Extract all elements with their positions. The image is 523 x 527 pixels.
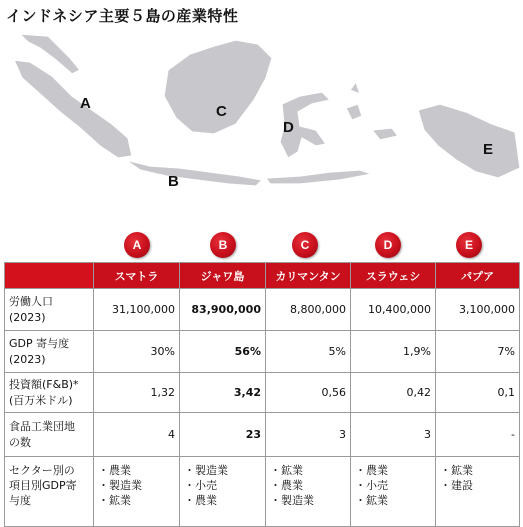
- java-island: [126, 160, 262, 186]
- island-badge-c: C: [292, 232, 318, 258]
- row-label-industrial-parks: [5, 413, 94, 457]
- sumatra-island: [14, 60, 132, 158]
- list-item: ・建設: [440, 479, 473, 492]
- table-cell: 3: [351, 413, 436, 457]
- row-label-line: 与度: [9, 494, 31, 507]
- sector-list-kalimantan: [266, 457, 351, 527]
- table-cell: 0,1: [436, 373, 520, 413]
- row-label-line: 項目別GDP寄: [9, 479, 77, 492]
- list-item: ・農業: [270, 479, 303, 492]
- table-cell: 10,400,000: [351, 289, 436, 331]
- map-label-d: D: [283, 119, 294, 136]
- sector-list-papua: [436, 457, 520, 527]
- island-comparison-table: [4, 262, 520, 527]
- list-item: ・鉱業: [270, 464, 303, 477]
- row-label-sectors: [5, 457, 94, 527]
- table-row-sectors: [5, 457, 520, 527]
- list-item: ・農業: [98, 464, 131, 477]
- map-label-c: C: [216, 103, 227, 120]
- table-cell: 0,42: [351, 373, 436, 413]
- table-cell: 30%: [94, 331, 180, 373]
- table-row-industrial-parks: [5, 413, 520, 457]
- table-cell: 5%: [266, 331, 351, 373]
- island-badge-e: E: [456, 232, 482, 258]
- header-corner: [5, 263, 94, 289]
- table-row-gdp-contribution: [5, 331, 520, 373]
- row-label-labor-force: [5, 289, 94, 331]
- table-cell: 23: [180, 413, 266, 457]
- table-cell: 4: [94, 413, 180, 457]
- map-label-b: B: [168, 173, 179, 190]
- table-cell: 3: [266, 413, 351, 457]
- list-item: ・農業: [184, 494, 217, 507]
- column-header-papua: パプア: [436, 263, 520, 289]
- list-item: ・小売: [355, 479, 388, 492]
- column-header-sumatra: スマトラ: [94, 263, 180, 289]
- table-cell: 7%: [436, 331, 520, 373]
- row-label-line: GDP 寄与度: [9, 336, 70, 350]
- table-cell: 83,900,000: [180, 289, 266, 331]
- row-label-gdp-contribution: [5, 331, 94, 373]
- papua-island: [418, 104, 520, 178]
- list-item: ・鉱業: [98, 494, 131, 507]
- list-item: ・鉱業: [355, 494, 388, 507]
- table-cell: 1,32: [94, 373, 180, 413]
- list-item: ・製造業: [98, 479, 142, 492]
- row-label-line: 食品工業団地: [9, 419, 75, 433]
- maluku-islands: [346, 82, 398, 140]
- column-header-sulawesi: スラウェシ: [351, 263, 436, 289]
- table-cell: 56%: [180, 331, 266, 373]
- nusa-tenggara-islands: [266, 170, 372, 184]
- island-badge-a: A: [124, 232, 150, 258]
- page-title: インドネシア主要５島の産業特性: [6, 7, 239, 25]
- list-item: ・鉱業: [440, 464, 473, 477]
- table-cell: 31,100,000: [94, 289, 180, 331]
- row-label-line: 労働人口: [9, 294, 53, 308]
- column-header-java: ジャワ島: [180, 263, 266, 289]
- list-item: ・製造業: [184, 464, 228, 477]
- table-row-investment: [5, 373, 520, 413]
- table-cell: 3,100,000: [436, 289, 520, 331]
- list-item: ・農業: [355, 464, 388, 477]
- row-label-line: (2023): [9, 310, 46, 324]
- row-label-line: の数: [9, 435, 31, 449]
- list-item: ・製造業: [270, 494, 314, 507]
- indonesia-map: [0, 28, 523, 228]
- map-label-e: E: [483, 141, 494, 158]
- table-header-row: [5, 263, 520, 289]
- table-cell: 1,9%: [351, 331, 436, 373]
- map-label-a: A: [80, 95, 91, 112]
- island-badge-d: D: [375, 232, 401, 258]
- table-row-labor-force: [5, 289, 520, 331]
- row-label-line: 投資額(F&B)*: [9, 377, 79, 391]
- island-badge-b: B: [210, 232, 236, 258]
- table-cell: 8,800,000: [266, 289, 351, 331]
- row-label-investment: [5, 373, 94, 413]
- table-cell: 3,42: [180, 373, 266, 413]
- row-label-line: セクター別の: [9, 464, 75, 477]
- list-item: ・小売: [184, 479, 217, 492]
- row-label-line: (百万米ドル): [9, 393, 73, 407]
- sector-list-sumatra: [94, 457, 180, 527]
- row-label-line: (2023): [9, 352, 46, 366]
- sector-list-java: [180, 457, 266, 527]
- sector-list-sulawesi: [351, 457, 436, 527]
- table-cell: -: [436, 413, 520, 457]
- column-header-kalimantan: カリマンタン: [266, 263, 351, 289]
- table-cell: 0,56: [266, 373, 351, 413]
